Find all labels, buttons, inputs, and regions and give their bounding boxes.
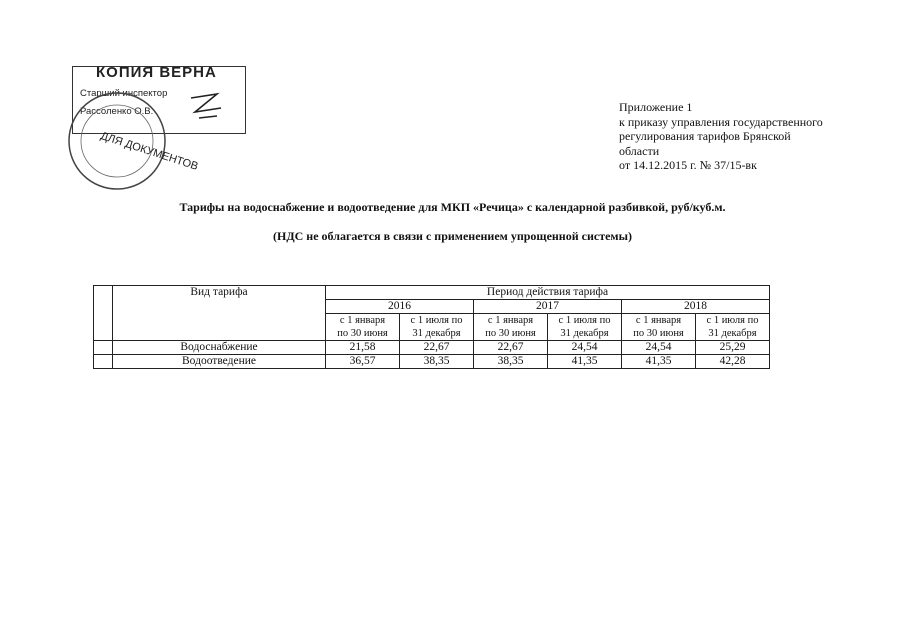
period-cell: [548, 314, 622, 341]
tariff-value: 22,67: [474, 341, 548, 355]
period-start: с 1 января: [635, 315, 682, 326]
stamp-position: Старший инспектор: [80, 88, 168, 99]
header-row: [94, 286, 770, 300]
tariff-value: 24,54: [622, 341, 696, 355]
table-row: [94, 341, 770, 355]
tariff-value: 36,57: [326, 355, 400, 369]
row-number-cell: [94, 355, 113, 369]
tariff-name: Водоотведение: [113, 355, 326, 369]
tariff-value: 21,58: [326, 341, 400, 355]
year-header: 2017: [474, 300, 622, 314]
tariff-value: 22,67: [400, 341, 474, 355]
copy-certified-stamp: [62, 60, 252, 200]
tariff-value: 25,29: [696, 341, 770, 355]
tariff-value: 42,28: [696, 355, 770, 369]
stamp-title: КОПИЯ ВЕРНА: [96, 64, 217, 81]
row-number-cell: [94, 341, 113, 355]
year-header: 2018: [622, 300, 770, 314]
period-cell: [622, 314, 696, 341]
seal-text: ДЛЯ ДОКУМЕНТОВ: [98, 130, 200, 173]
annex-line: регулирования тарифов Брянской: [619, 129, 791, 143]
period-start: с 1 июля по: [706, 315, 759, 326]
period-start: с 1 января: [487, 315, 534, 326]
period-end: по 30 июня: [485, 328, 536, 339]
tariff-value: 41,35: [622, 355, 696, 369]
annex-line: области: [619, 143, 660, 158]
annex-line: от 14.12.2015 г. № 37/15-вк: [619, 158, 757, 172]
period-end: 31 декабря: [708, 328, 757, 339]
period-start: с 1 июля по: [410, 315, 463, 326]
tariff-name: Водоснабжение: [113, 341, 326, 355]
annex-line: к приказу управления государственного: [619, 114, 823, 129]
tariff-value: 38,35: [400, 355, 474, 369]
period-end: по 30 июня: [633, 328, 684, 339]
signature-icon: [187, 88, 227, 122]
period-cell: [326, 314, 400, 341]
tariff-value: 38,35: [474, 355, 548, 369]
number-header-cell: [94, 286, 113, 341]
period-cell: [400, 314, 474, 341]
period-end: 31 декабря: [560, 328, 609, 339]
tariff-type-header: Вид тарифа: [113, 286, 326, 341]
period-cell: [696, 314, 770, 341]
annex-reference: [619, 100, 823, 173]
stamp-person: Рассоленко О.В.: [80, 106, 154, 117]
table-row: [94, 355, 770, 369]
period-start: с 1 июля по: [558, 315, 611, 326]
period-end: 31 декабря: [412, 328, 461, 339]
round-seal-icon: [62, 86, 200, 196]
tariff-table: [93, 285, 770, 369]
document-subtitle: (НДС не облагается в связи с применением упрощенной системы): [273, 229, 632, 243]
tariff-value: 41,35: [548, 355, 622, 369]
period-end: по 30 июня: [337, 328, 388, 339]
period-header: Период действия тарифа: [326, 286, 770, 300]
year-header: 2016: [326, 300, 474, 314]
annex-line: Приложение 1: [619, 100, 693, 114]
tariff-value: 24,54: [548, 341, 622, 355]
period-cell: [474, 314, 548, 341]
document-title: Тарифы на водоснабжение и водоотведение для МКП «Речица» с календарной разбивкой, руб/куб.м.: [179, 200, 726, 214]
period-start: с 1 января: [339, 315, 386, 326]
